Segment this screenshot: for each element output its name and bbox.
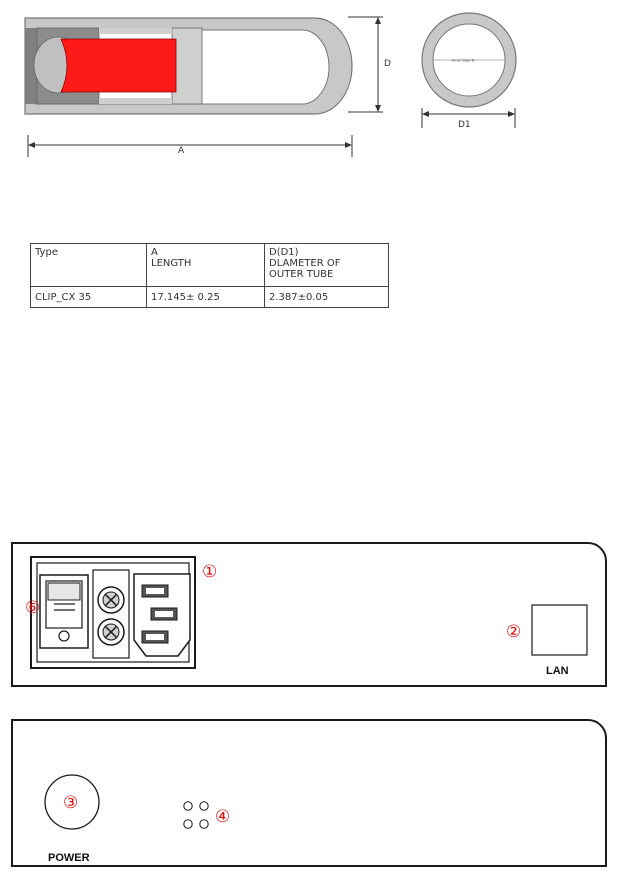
power-switch[interactable] <box>40 575 88 648</box>
front-panel <box>12 720 606 866</box>
inner-tube-label: Inner tube D <box>452 58 475 63</box>
lan-port[interactable] <box>532 605 587 655</box>
dim-d1-label: D1 <box>458 120 471 130</box>
ac-socket <box>134 574 190 656</box>
header-length: A LENGTH <box>147 244 265 287</box>
marker-power-button: ③ <box>63 793 79 813</box>
fuse-holders <box>93 570 129 658</box>
header-type: Type <box>31 244 147 287</box>
table-header-row <box>31 244 389 287</box>
header-diameter: D(D1) DLAMETER OF OUTER TUBE <box>265 244 389 287</box>
lan-label: LAN <box>546 665 569 677</box>
cell-diameter: 2.387±0.05 <box>265 287 389 308</box>
marker-lan: ② <box>506 622 522 642</box>
power-label: POWER <box>48 852 90 864</box>
dimension-d <box>348 17 393 112</box>
cell-type: CLIP_CX 35 <box>31 287 147 308</box>
cell-length: 17.145± 0.25 <box>147 287 265 308</box>
tube-side-view <box>25 18 352 114</box>
dimension-a <box>28 135 352 157</box>
tube-end-view <box>422 13 516 107</box>
status-leds <box>184 802 208 828</box>
red-clip-body <box>61 39 176 92</box>
power-inlet-module <box>31 557 195 668</box>
dimension-d1 <box>422 108 515 130</box>
table-row <box>31 287 389 308</box>
marker-leds: ④ <box>215 807 231 827</box>
rear-panel <box>12 543 606 686</box>
dim-a-label: A <box>178 146 185 156</box>
marker-switch: ⑥ <box>25 598 41 618</box>
dim-d-label: D <box>384 59 391 69</box>
spec-table <box>30 243 389 308</box>
marker-power-inlet: ① <box>202 562 218 582</box>
